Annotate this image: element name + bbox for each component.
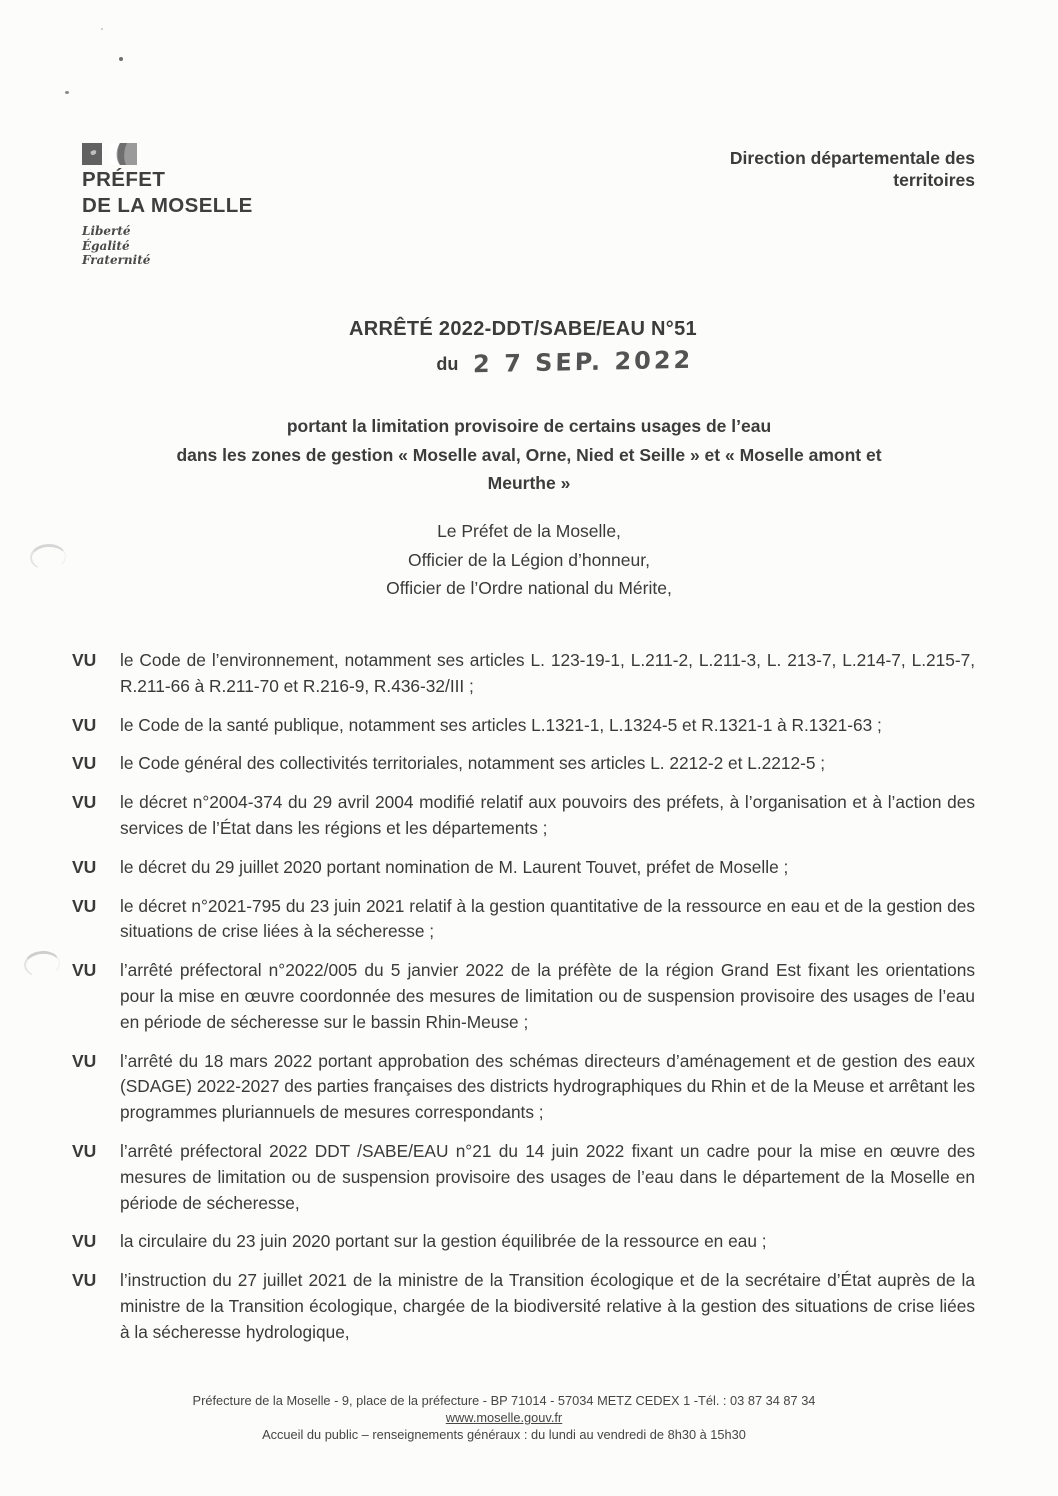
vu-label: VU	[72, 1270, 97, 1291]
vu-item	[72, 1049, 975, 1126]
footer-address-line: Préfecture de la Moselle - 9, place de la préfecture - BP 71014 - 57034 METZ CEDEX 1 -Tél. : 03 87 34 87 34	[192, 1393, 816, 1408]
salutation-block	[0, 517, 1058, 603]
salutation-line1: Le Préfet de la Moselle,	[437, 521, 621, 541]
vu-label: VU	[72, 753, 97, 774]
vu-text: le Code général des collectivités territoriales, notamment ses articles L. 2212-2 et L.2212-5 ;	[120, 753, 826, 774]
vu-label: VU	[72, 650, 97, 670]
scan-speck	[119, 57, 123, 61]
decree-date-line	[36, 345, 1058, 379]
page-footer	[0, 1392, 1033, 1443]
vu-label: VU	[72, 714, 97, 735]
subject-line1: portant la limitation provisoire de certains usages de l’eau	[286, 416, 772, 436]
vu-label: VU	[72, 792, 97, 813]
vu-item	[72, 713, 975, 739]
vu-text: le décret n°2004-374 du 29 avril 2004 modifié relatif aux pouvoirs des préfets, à l’organisation et à l’action des services de l’État dans les régions et les départements ;	[120, 792, 975, 838]
vu-item	[72, 1139, 975, 1216]
subject-line2: dans les zones de gestion « Moselle aval, Orne, Nied et Seille » et « Moselle amont et	[176, 444, 882, 465]
salutation-line3: Officier de l’Ordre national du Mérite,	[386, 578, 672, 598]
marianne-flag-logo	[82, 143, 137, 165]
vu-text: le décret n°2021-795 du 23 juin 2021 relatif à la gestion quantitative de la ressource en eau et de la gestion des situations de crise liées à la sécheresse ;	[120, 895, 975, 942]
vu-item	[72, 648, 975, 700]
footer-hours-line: Accueil du public – renseignements généraux : du lundi au vendredi de 8h30 à 15h30	[262, 1427, 746, 1442]
motto	[82, 224, 253, 268]
vu-text: l’instruction du 27 juillet 2021 de la ministre de la Transition écologique et de la secrétaire d’État auprès de la ministre de la Transition écologique, chargée de la biodiversité relative à la gestion des situations de crise liées à la sécheresse hydrologique,	[120, 1270, 975, 1342]
du-label: du	[436, 354, 459, 374]
vu-text: le Code de l’environnement, notamment ses articles L. 123-19-1, L.211-2, L.211-3, L. 213-7, L.214-7, L.215-7, R.211-66 à R.211-70 et R.216-9, R.436-32/III ;	[120, 650, 975, 696]
date-stamp: 2 7 SEP. 2022	[473, 345, 694, 379]
vu-label: VU	[72, 856, 97, 877]
vu-text: l’arrêté du 18 mars 2022 portant approbation des schémas directeurs d’aménagement et de gestion des eaux (SDAGE) 2022-2027 des parties françaises des districts hydrographiques du Rhin et de la Meuse et arrêtant les programmes pluriannuels de mesures correspondants ;	[120, 1050, 975, 1123]
vu-item	[72, 751, 975, 777]
vu-label: VU	[72, 1140, 97, 1161]
vu-item	[72, 790, 975, 842]
vu-label: VU	[72, 895, 97, 916]
salutation-line2: Officier de la Légion d’honneur,	[408, 549, 650, 570]
vu-text: le Code de la santé publique, notamment ses articles L.1321-1, L.1324-5 et R.1321-1 à R.1321-63 ;	[120, 714, 882, 735]
direction-line2: territoires	[893, 170, 975, 190]
scan-speck	[101, 28, 103, 30]
vu-list	[72, 648, 975, 1359]
direction-line1: Direction départementale des	[729, 148, 975, 168]
vu-text: l’arrêté préfectoral n°2022/005 du 5 janvier 2022 de la préfète de la région Grand Est fixant les orientations pour la mise en œuvre coordonnée des mesures de limitation ou de suspension provisoire des usages de l’eau en période de sécheresse sur le bassin Rhin-Meuse ;	[120, 960, 975, 1032]
vu-text: la circulaire du 23 juin 2020 portant sur la gestion équilibrée de la ressource en eau ;	[120, 1231, 767, 1252]
prefet-line1: PRÉFET	[82, 168, 166, 191]
decree-subject	[0, 412, 1058, 498]
motto-liberte: Liberté	[82, 224, 131, 238]
scan-arc-artifact	[23, 949, 62, 979]
vu-item	[72, 1229, 975, 1255]
vu-item	[72, 894, 975, 946]
decree-number: ARRÊTÉ 2022-DDT/SABE/EAU N°51	[349, 318, 697, 340]
footer-website-link[interactable]: www.moselle.gouv.fr	[445, 1410, 563, 1425]
prefet-line2: DE LA MOSELLE	[82, 194, 253, 217]
vu-item	[72, 855, 975, 881]
motto-egalite: Égalité	[82, 238, 130, 253]
vu-label: VU	[72, 1231, 97, 1252]
direction-departementale	[730, 147, 975, 191]
decree-title-block	[0, 318, 1058, 379]
vu-text: l’arrêté préfectoral 2022 DDT /SABE/EAU n°21 du 14 juin 2022 fixant un cadre pour la mise en œuvre des mesures de limitation ou de suspension provisoire des usages de l’eau dans le département de la Moselle en période de sécheresse,	[120, 1140, 975, 1213]
scan-speck	[65, 91, 69, 94]
vu-label: VU	[72, 960, 97, 981]
vu-item	[72, 958, 975, 1035]
subject-line3: Meurthe »	[487, 473, 571, 493]
vu-label: VU	[72, 1050, 97, 1071]
vu-item	[72, 1268, 975, 1345]
motto-fraternite: Fraternité	[82, 253, 151, 267]
government-header-block	[82, 143, 253, 268]
vu-text: le décret du 29 juillet 2020 portant nomination de M. Laurent Touvet, préfet de Moselle ;	[120, 856, 789, 877]
